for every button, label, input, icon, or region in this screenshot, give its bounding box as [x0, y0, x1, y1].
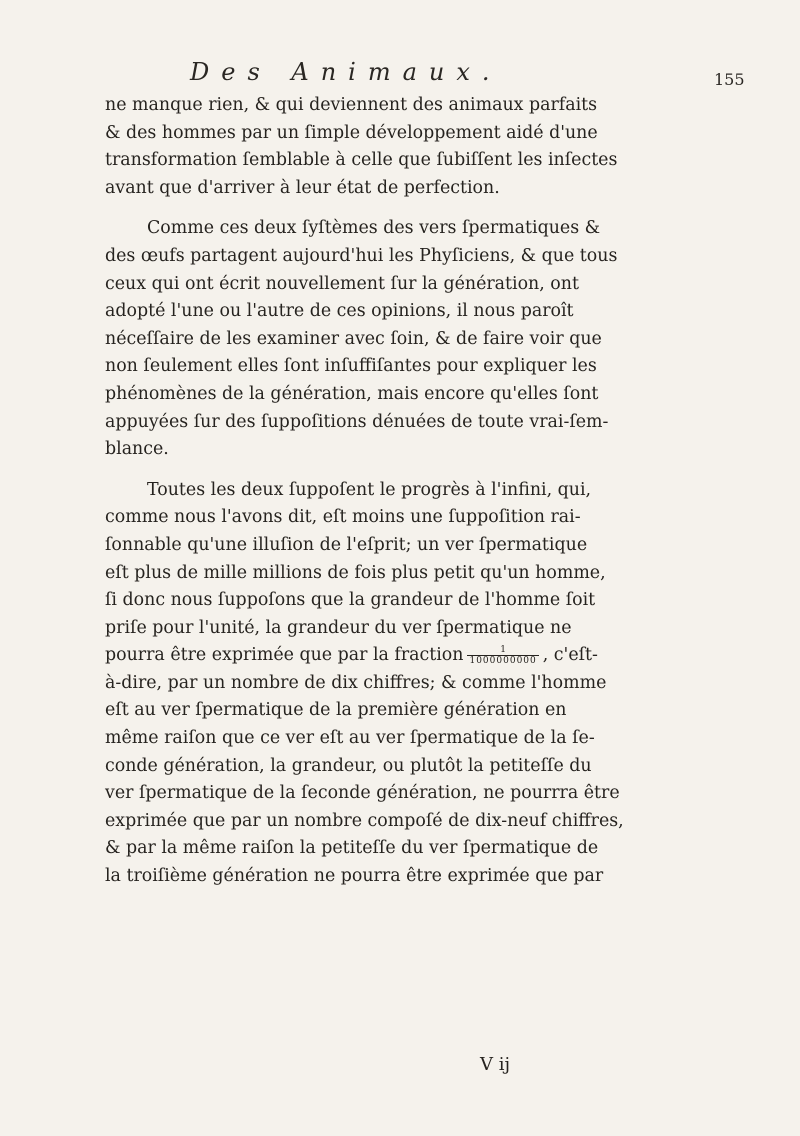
text-line: même raiſon que ce ver eſt au ver ſpermatique de la ſe-	[105, 728, 595, 749]
text-line: conde génération, la grandeur, ou plutôt la petiteſſe du	[105, 755, 592, 776]
text-line: priſe pour l'unité, la grandeur du ver ſpermatique ne	[105, 617, 572, 638]
fraction-denominator: 1000000000	[469, 656, 537, 667]
text-line: avant que d'arriver à leur état de perfection.	[105, 177, 500, 198]
text-line: néceſſaire de les examiner avec ſoin, & de faire voir que	[105, 328, 602, 349]
text-line: appuyées ſur des ſuppoſitions dénuées de toute vrai-ſem-	[105, 411, 609, 432]
text-line: à-dire, par un nombre de dix chiffres; & comme l'homme	[105, 672, 607, 693]
fraction-line-start: pourra être exprimée que par la fraction	[105, 645, 464, 666]
text-line: & des hommes par un ſimple développement aidé d'une	[105, 122, 598, 143]
text-line: ceux qui ont écrit nouvellement ſur la génération, ont	[105, 273, 579, 294]
text-line: exprimée que par un nombre compoſé de dix-neuf chiffres,	[105, 810, 624, 831]
text-line: adopté l'une ou l'autre de ces opinions, il nous paroît	[105, 301, 574, 322]
fraction	[467, 645, 538, 666]
text-line: non ſeulement elles ſont inſuffiſantes pour expliquer les	[105, 356, 597, 377]
text-line: des œufs partagent aujourd'hui les Phyſiciens, & que tous	[105, 245, 618, 266]
text-line: eſt au ver ſpermatique de la première génération en	[105, 700, 567, 721]
text-line: la troiſième génération ne pourra être exprimée que par	[105, 866, 604, 887]
fraction-numerator: 1	[467, 645, 538, 656]
text-line: ver ſpermatique de la ſeconde génération, ne pourrra être	[105, 783, 620, 804]
fraction-line	[105, 642, 745, 670]
text-line: Toutes les deux ſuppoſent le progrès à l'infini, qui,	[147, 479, 592, 500]
paragraph-gap	[105, 464, 745, 477]
text-line: blance.	[105, 439, 169, 460]
fraction-line-end: , c'eſt-	[542, 645, 598, 666]
text-line: ne manque rien, & qui deviennent des animaux parfaits	[105, 95, 598, 115]
text-line: comme nous l'avons dit, eſt moins une ſuppoſition rai-	[105, 507, 581, 528]
text-line: Comme ces deux ſyſtèmes des vers ſpermatiques &	[147, 218, 601, 239]
text-line: & par la même raiſon la petiteſſe du ver ſpermatique de	[105, 838, 599, 859]
paragraph-2	[105, 215, 745, 463]
text-line: ſonnable qu'une illuſion de l'eſprit; un ver ſpermatique	[105, 534, 588, 555]
signature-mark: V ij	[480, 1054, 511, 1075]
text-line: phénomènes de la génération, mais encore qu'elles ſont	[105, 383, 599, 404]
text-line: transformation ſemblable à celle que ſubiſſent les inſectes	[105, 150, 618, 171]
paragraph-1	[105, 92, 745, 202]
paragraph-3	[105, 477, 745, 891]
running-title: Des Animaux.	[190, 58, 502, 86]
paragraph-gap	[105, 202, 745, 215]
page-number: 155	[714, 70, 745, 89]
text-line: eſt plus de mille millions de fois plus petit qu'un homme,	[105, 562, 606, 583]
body-text	[105, 92, 745, 891]
text-line: ſi donc nous ſuppoſons que la grandeur de l'homme ſoit	[105, 590, 596, 611]
